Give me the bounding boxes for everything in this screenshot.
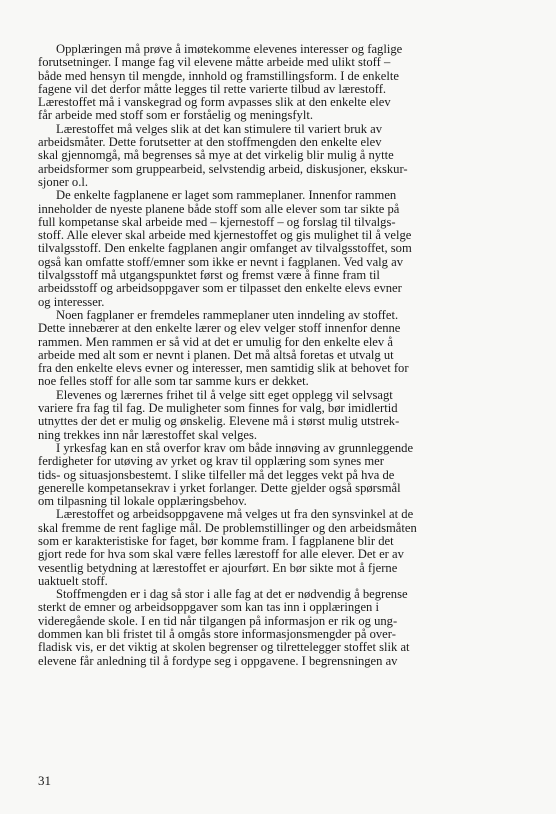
paragraph: Lærestoffet må velges slik at det kan stimulere til variert bruk av arbeidsmåter. Dette forutsetter at den stoffmengden den enkelte elev skal gjennomgå, må begrenses så mye at det virkelig blir mulig å nytte arbeidsformer som gruppearbeid, selvstendig arbeid, diskusjoner, ekskur- sjoner o.l. xyxy=(38,121,408,189)
paragraph: I yrkesfag kan en stå overfor krav om både innøving av grunnleggende ferdigheter for utøving av yrket og krav til opplæring som synes mer tids- og situasjonsbestemt. I slike tilfeller må det legges vekt på hva de generelle kompetansekrav i yrket forlanger. Dette gjelder også spørsmål om tilpasning til lokale opplæringsbehov. xyxy=(38,440,414,509)
paragraph: De enkelte fagplanene er laget som rammeplaner. Innenfor rammen inneholder de nyeste planene både stoff som alle elever som tar sikte på full kompetanse skal arbeide med – kjernestoff – og forslag til tilvalgs- stoff. Alle elever skal arbeide med kjernestoffet og gis mulighet til å velge tilvalgsstoff. Den enkelte fagplanen angir omfanget av tilvalgsstoffet, som også kan omfatte stoff/emner som ikke er nevnt i fagplanen. Ved valg av tilvalgsstoff må utgangspunktet først og fremst være å finne fram til arbeidsstoff og arbeidsoppgaver som er tilpasset den enkelte elevs evner og interesser. xyxy=(38,188,412,309)
paragraph: Noen fagplaner er fremdeles rammeplaner uten inndeling av stoffet. Dette innebærer at den enkelte lærer og elev velger stoff innenfor denne rammen. Men rammen er så vid at det er umulig for den enkelte elev å arbeide med alt som er nevnt i planen. Det må altså foretas et utvalg ut fra den enkelte elevs evner og interesser, men samtidig slik at behovet for noe felles stoff for alle som tar samme kurs er dekket. xyxy=(38,307,409,389)
paragraph: Elevenes og lærernes frihet til å velge sitt eget opplegg vil selvsagt variere fra fag til fag. De muligheter som finnes for valg, bør imidlertid utnyttes der det er mulig og ønskelig. Elevene må i størst mulig utstrek- ning trekkes inn når lærestoffet skal velges. xyxy=(38,387,400,442)
paragraph: Opplæringen må prøve å imøtekomme elevenes interesser og faglige forutsetninger. I mange fag vil elevene måtte arbeide med ulikt stoff – både med hensyn til mengde, innhold og framstillingsform. I de enkelte fagene vil det derfor måtte legges til rette varierte tilbud av lærestoff. Lærestoffet må i vanskegrad og form avpasses slik at den enkelte elev får arbeide med stoff som er forståelig og meningsfylt. xyxy=(38,42,403,123)
paragraph: Lærestoffet og arbeidsoppgavene må velges ut fra den synsvinkel at de skal fremme de rent faglige mål. De problemstillinger og den arbeidsmåten som er karakteristiske for faget, bør komme fram. I fagplanene blir det gjort rede for hva som skal være felles lærestoff for alle elever. Det er av vesentlig betydning at lærestoffet er ajourført. En bør sikte mot å fjerne uaktuelt stoff. xyxy=(38,507,417,588)
paragraph: Stoffmengden er i dag så stor i alle fag at det er nødvendig å begrense sterkt de emner og arbeidsoppgaver som kan tas inn i opplæringen i videregående skole. I en tid når tilgangen på informasjon er rik og ung- dommen kan bli fristet til å omgås store informasjonsmengder på over- fladisk vis, er det viktig at skolen begrenser og tilrettelegger stoffet slik at elevene får anledning til å fordype seg i oppgavene. I begrensningen av xyxy=(38,587,410,668)
body-text xyxy=(38,43,512,668)
page-number: 31 xyxy=(38,773,51,788)
